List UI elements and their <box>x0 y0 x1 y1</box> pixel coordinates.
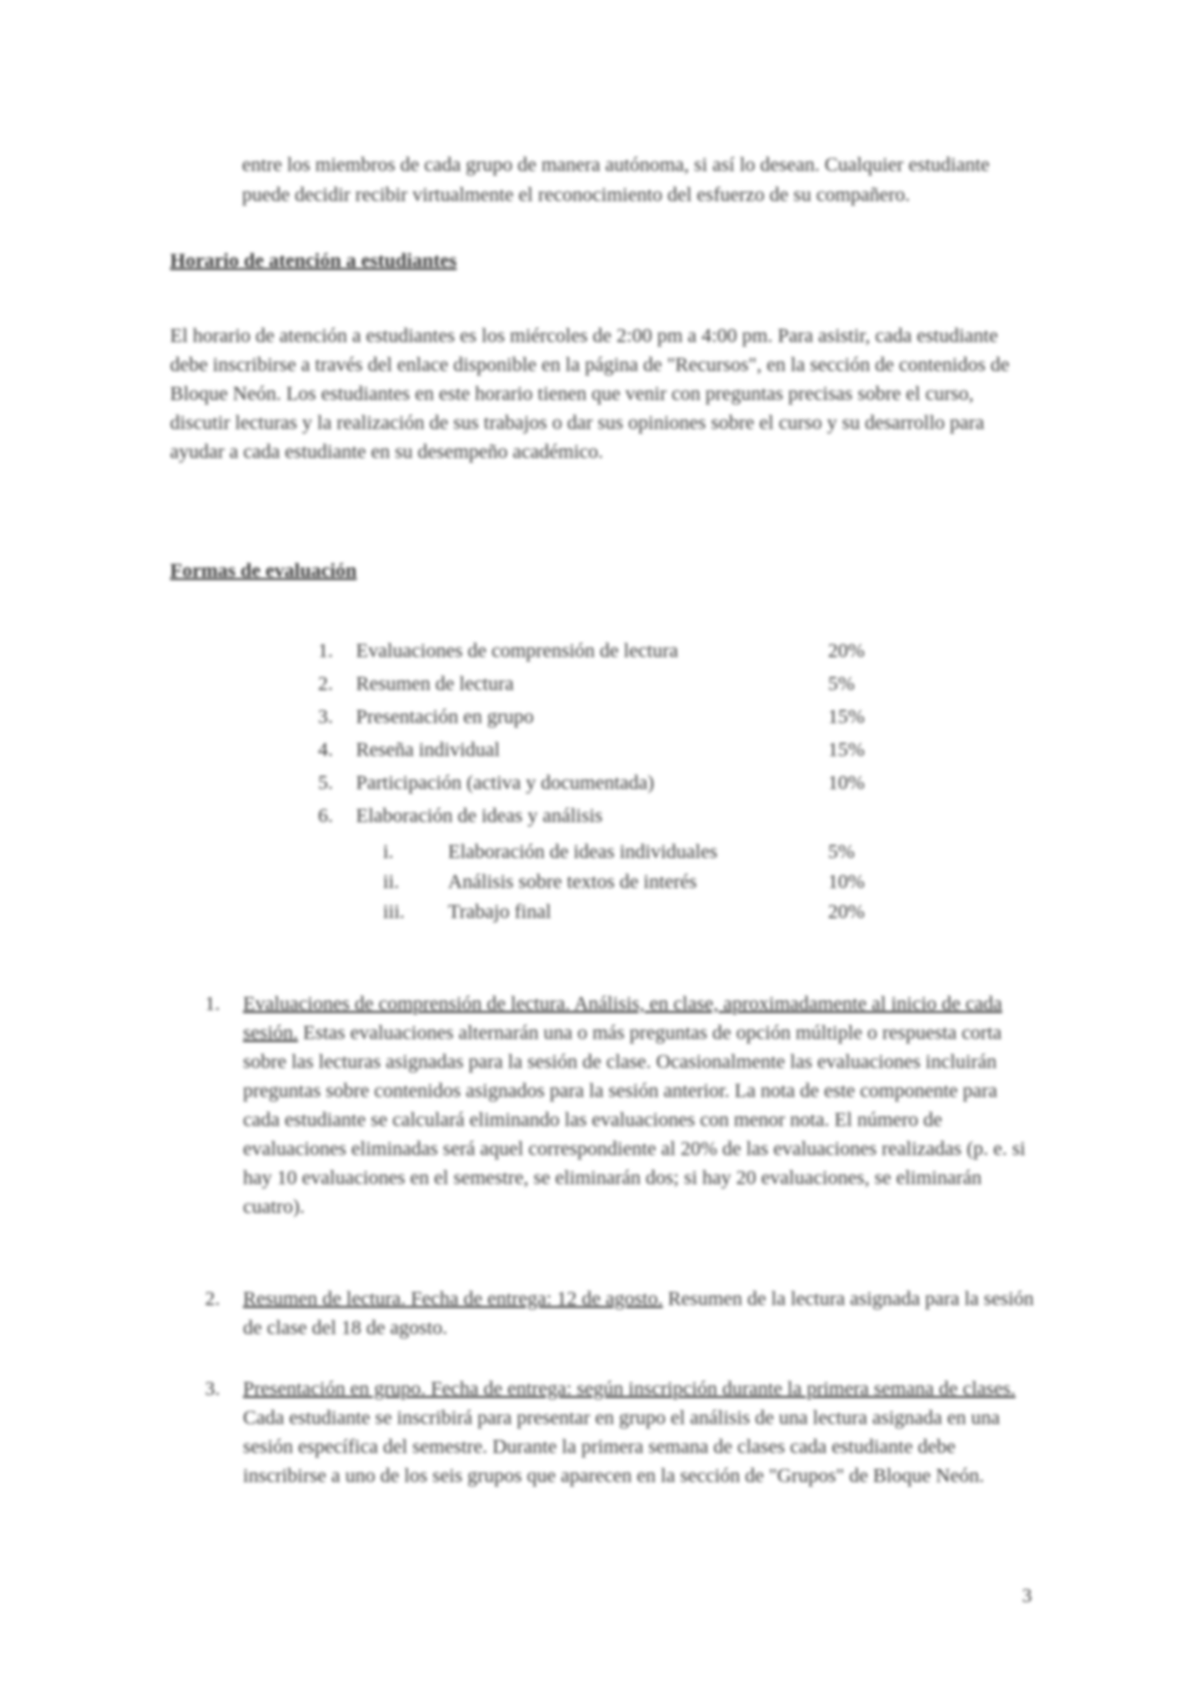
item-percentage: 15% <box>828 706 865 728</box>
detail-item <box>205 990 1035 1222</box>
detail-text <box>243 1285 1035 1343</box>
item-number: 3. <box>318 706 333 728</box>
evaluation-sublist <box>383 837 878 927</box>
detail-title: Resumen de lectura. Fecha de entrega: 12 de agosto. <box>243 1288 663 1310</box>
item-percentage: 20% <box>828 640 865 662</box>
evaluation-subitem <box>383 837 878 867</box>
subitem-number: ii. <box>383 870 400 893</box>
detail-title: Presentación en grupo. Fecha de entrega: según inscripción durante la primera semana de clases. <box>243 1378 1016 1400</box>
subitem-number: iii. <box>383 900 405 923</box>
item-label: Resumen de lectura <box>356 673 514 695</box>
item-number: 4. <box>318 739 333 761</box>
detail-item <box>205 1285 1035 1343</box>
evaluation-item <box>318 701 878 734</box>
subitem-percentage: 20% <box>828 900 865 923</box>
detail-text <box>243 1375 1035 1491</box>
evaluation-subitem <box>383 867 878 897</box>
subitem-label: Elaboración de ideas individuales <box>448 840 718 863</box>
item-percentage: 15% <box>828 739 865 761</box>
subitem-number: i. <box>383 840 394 863</box>
item-label: Participación (activa y documentada) <box>356 772 655 794</box>
item-label: Reseña individual <box>356 739 500 761</box>
office-hours-heading: Horario de atención a estudiantes <box>170 250 457 272</box>
detail-item <box>205 1375 1035 1491</box>
evaluation-subitem <box>383 897 878 927</box>
intro-paragraph: entre los miembros de cada grupo de manera autónoma, si así lo desean. Cualquier estudiante puede decidir recibir virtualmente el reconocimiento del esfuerzo de su compañero. <box>242 154 990 206</box>
subitem-percentage: 10% <box>828 870 865 893</box>
evaluation-item <box>318 800 878 833</box>
item-percentage: 10% <box>828 772 865 794</box>
detail-number: 2. <box>205 1288 220 1310</box>
item-number: 1. <box>318 640 333 662</box>
item-number: 2. <box>318 673 333 695</box>
subitem-percentage: 5% <box>828 840 855 863</box>
item-label: Evaluaciones de comprensión de lectura <box>356 640 679 662</box>
subitem-label: Trabajo final <box>448 900 552 923</box>
evaluation-item <box>318 635 878 668</box>
item-label: Presentación en grupo <box>356 706 534 728</box>
detail-number: 3. <box>205 1378 220 1400</box>
evaluation-item <box>318 668 878 701</box>
evaluation-list <box>318 635 878 927</box>
page-number: 3 <box>1022 1585 1032 1607</box>
detail-text <box>243 990 1035 1222</box>
detail-body: Estas evaluaciones alternarán una o más preguntas de opción múltiple o respuesta corta sobre las lecturas asignadas para la sesión de clase. Ocasionalmente las evaluaciones incluirán preguntas sobre contenidos asignados para la sesión anterior. La nota de este componente para cada estudiante se calculará eliminando las evaluaciones con menor nota. El número de evaluaciones eliminadas será aquel correspondiente al 20% de las evaluaciones realizadas (p. e. si hay 10 evaluaciones en el semestre, se eliminarán dos; si hay 20 evaluaciones, se eliminarán cuatro). <box>243 1022 1026 1218</box>
evaluation-heading: Formas de evaluación <box>170 560 357 582</box>
office-hours-paragraph: El horario de atención a estudiantes es los miércoles de 2:00 pm a 4:00 pm. Para asistir, cada estudiante debe inscribirse a través del enlace disponible en la página de "Recursos", en la sección de contenidos de Bloque Neón. Los estudiantes en este horario tienen que venir con preguntas precisas sobre el curso, discutir lecturas y la realización de sus trabajos o dar sus opiniones sobre el curso y su desarrollo para ayudar a cada estudiante en su desempeño académico. <box>170 325 1010 463</box>
item-number: 5. <box>318 772 333 794</box>
item-percentage: 5% <box>828 673 855 695</box>
detail-number: 1. <box>205 993 220 1015</box>
evaluation-item <box>318 767 878 800</box>
detail-body: Resumen de la lectura asignada para la sesión de clase del 18 de agosto. <box>243 1288 1034 1339</box>
evaluation-item <box>318 734 878 767</box>
detail-title: Evaluaciones de comprensión de lectura. Análisis, en clase, aproximadamente al inicio de cada sesión. <box>243 993 1003 1044</box>
item-number: 6. <box>318 805 333 827</box>
detail-body: Cada estudiante se inscribirá para presentar en grupo el análisis de una lectura asignada en una sesión específica del semestre. Durante la primera semana de clases cada estudiante debe inscribirse a uno de los seis grupos que aparecen en la sección de "Grupos" de Bloque Neón. <box>243 1407 1000 1487</box>
item-label: Elaboración de ideas y análisis <box>356 805 603 827</box>
subitem-label: Análisis sobre textos de interés <box>448 870 697 893</box>
